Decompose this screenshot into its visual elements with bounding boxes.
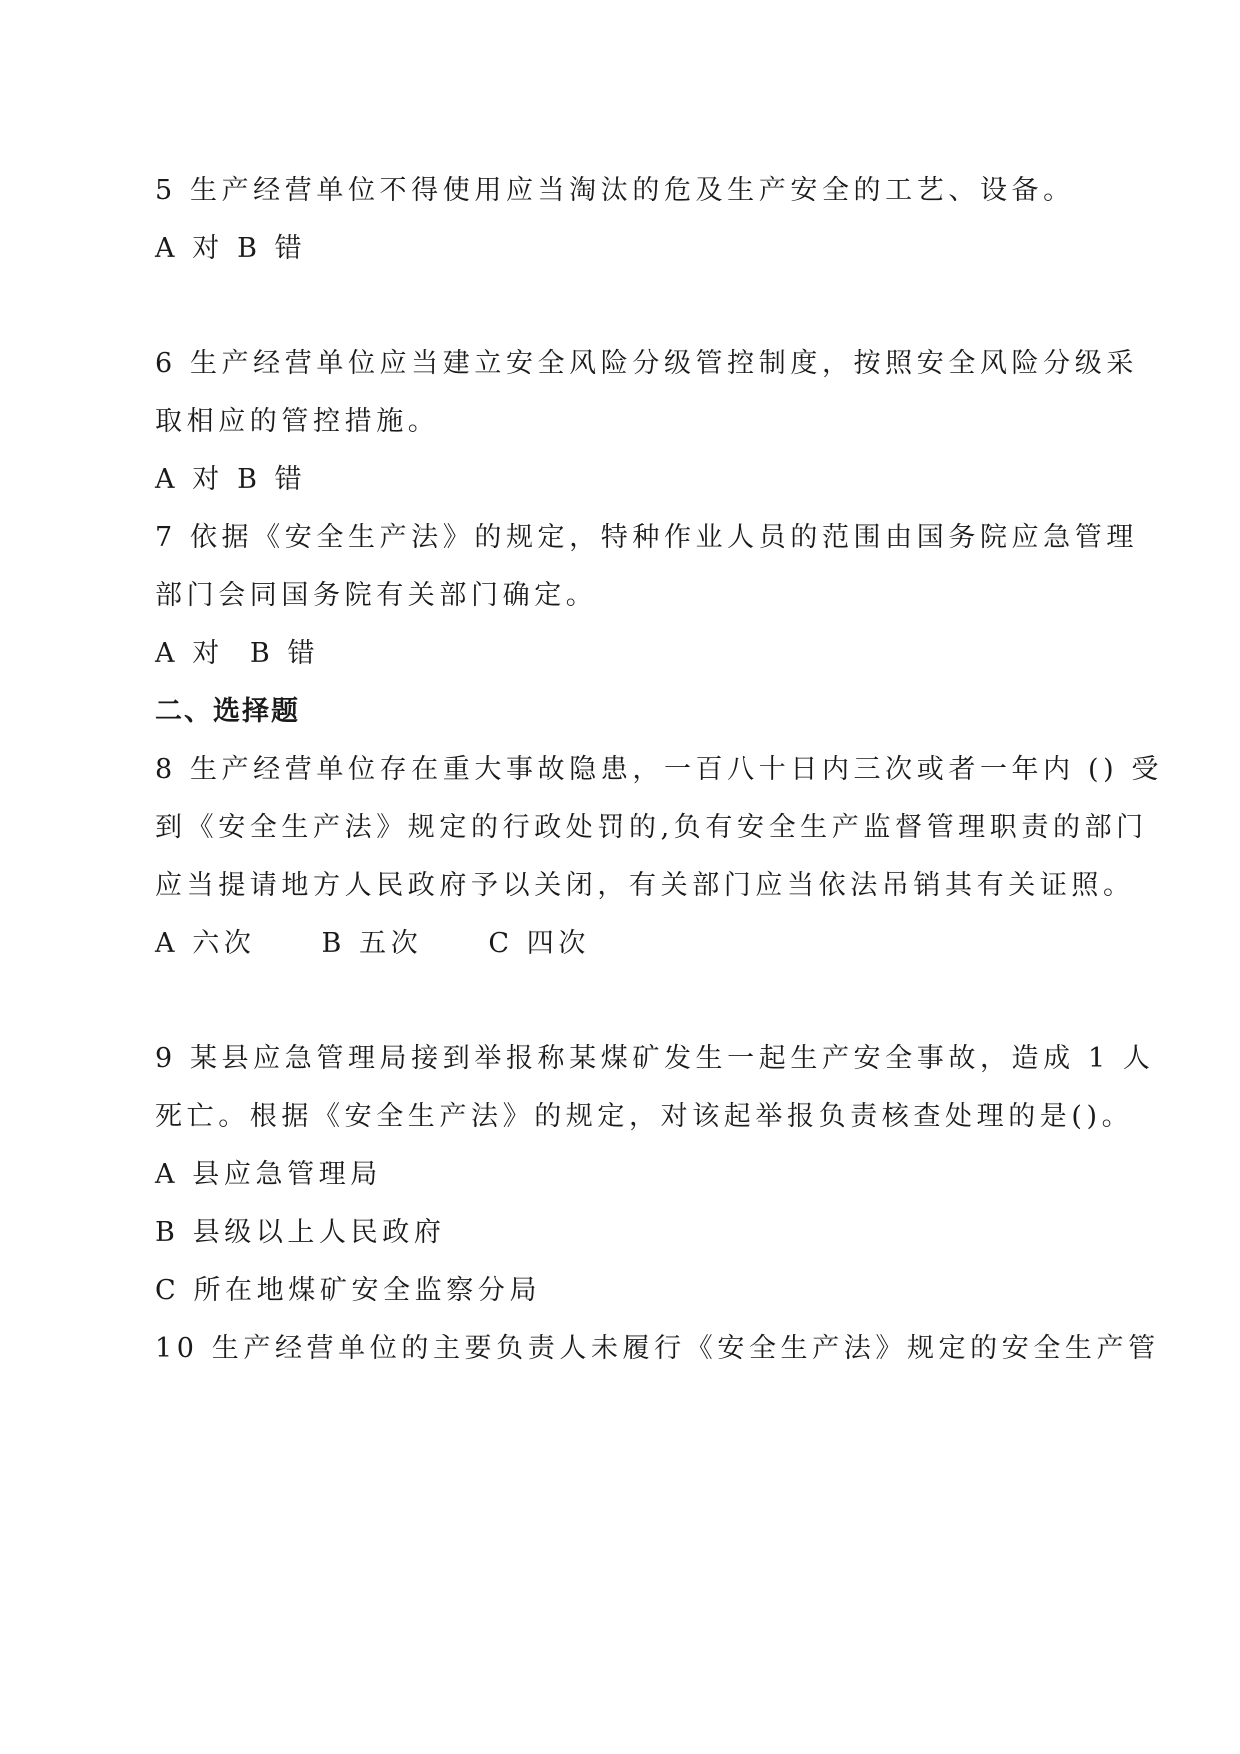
question-7-option-a: A 对 [155,638,224,669]
question-8-option-c: C 四次 [488,928,590,959]
question-6-options: A 对 B 错 [155,464,307,495]
section-heading: 二、选择题 [155,696,300,727]
question-8-line-3: 应当提请地方人民政府予以关闭，有关部门应当依法吊销其有关证照。 [155,870,1135,901]
question-9-option-c: C 所在地煤矿安全监察分局 [155,1275,542,1306]
question-8-line-1: 8 生产经营单位存在重大事故隐患，一百八十日内三次或者一年内 () 受 [155,754,1163,785]
question-8-option-a: A 六次 [155,928,256,959]
question-8-option-b: B 五次 [321,928,423,959]
question-9-line-2: 死亡。根据《安全生产法》的规定，对该起举报负责核查处理的是()。 [155,1101,1134,1132]
question-5-text: 5 生产经营单位不得使用应当淘汰的危及生产安全的工艺、设备。 [155,175,1075,206]
question-7-line-1: 7 依据《安全生产法》的规定，特种作业人员的范围由国务院应急管理 [155,522,1138,553]
question-5-options: A 对 B 错 [155,233,307,264]
question-10-line-1: 10 生产经营单位的主要负责人未履行《安全生产法》规定的安全生产管 [155,1333,1160,1364]
question-7-option-b: B 错 [249,638,320,669]
question-8-line-2: 到《安全生产法》规定的行政处罚的,负有安全生产监督管理职责的部门 [155,812,1148,843]
question-8-options [155,926,1085,962]
question-9-option-a: A 县应急管理局 [155,1159,382,1190]
question-9-line-1: 9 某县应急管理局接到举报称某煤矿发生一起生产安全事故，造成 1 人 [155,1043,1155,1074]
question-9-option-b: B 县级以上人民政府 [155,1217,446,1248]
question-7-options [155,636,1085,672]
question-6-line-2: 取相应的管控措施。 [155,406,440,437]
question-6-line-1: 6 生产经营单位应当建立安全风险分级管控制度，按照安全风险分级采 [155,348,1138,379]
question-7-line-2: 部门会同国务院有关部门确定。 [155,580,598,611]
